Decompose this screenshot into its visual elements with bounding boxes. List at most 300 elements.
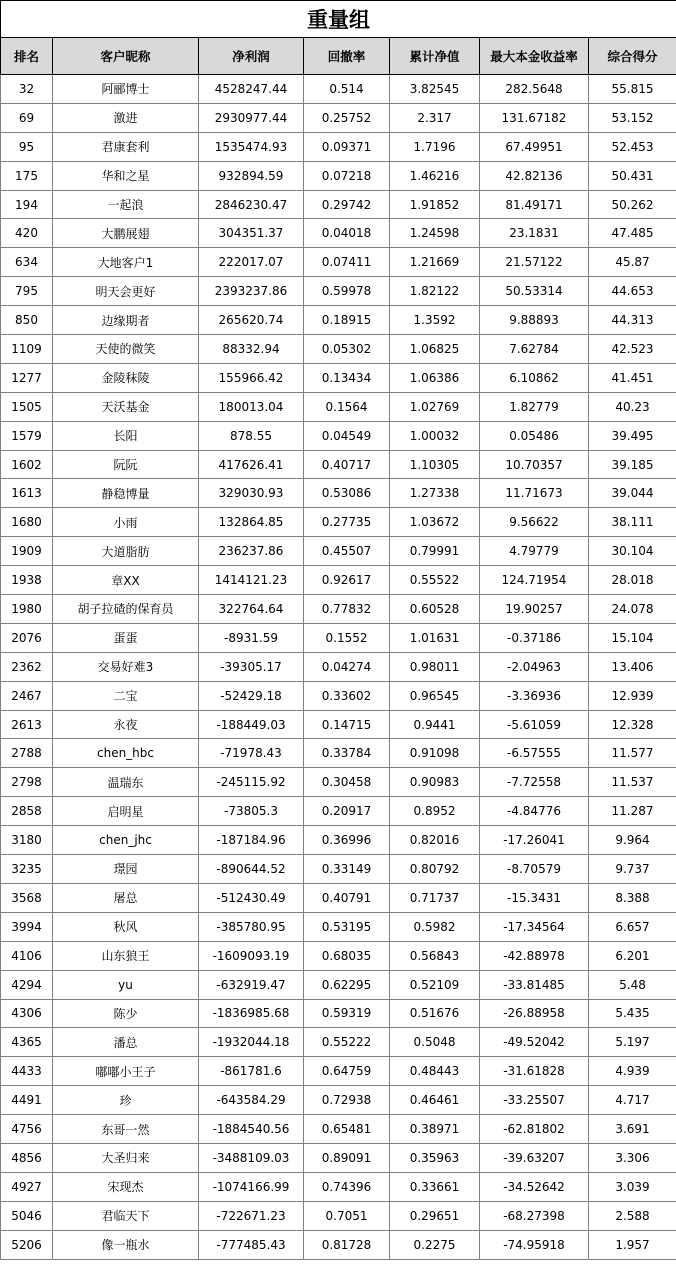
composite-score-cell: 39.185	[589, 450, 676, 479]
rank-cell: 1602	[1, 450, 53, 479]
max-principal-return-cell: -6.57555	[480, 739, 589, 768]
table-row	[1, 306, 676, 335]
nickname-cell: 阿郦博士	[53, 75, 199, 104]
drawdown-cell: 0.25752	[304, 103, 390, 132]
net-profit-cell: -1884540.56	[199, 1115, 304, 1144]
nickname-cell: 山东狼王	[53, 941, 199, 970]
composite-score-cell: 8.388	[589, 883, 676, 912]
max-principal-return-cell: 1.82779	[480, 392, 589, 421]
composite-score-cell: 2.588	[589, 1201, 676, 1230]
table-row	[1, 595, 676, 624]
table-row	[1, 1230, 676, 1259]
net-profit-cell: -890644.52	[199, 855, 304, 884]
net-profit-cell: 878.55	[199, 421, 304, 450]
rank-cell: 4856	[1, 1143, 53, 1172]
nickname-cell: 明天会更好	[53, 277, 199, 306]
drawdown-cell: 0.05302	[304, 335, 390, 364]
drawdown-cell: 0.30458	[304, 768, 390, 797]
table-row	[1, 1201, 676, 1230]
rank-cell: 2613	[1, 710, 53, 739]
cumulative-nav-cell: 1.91852	[390, 190, 480, 219]
drawdown-cell: 0.29742	[304, 190, 390, 219]
rank-cell: 5046	[1, 1201, 53, 1230]
nickname-cell: 章XX	[53, 566, 199, 595]
nickname-cell: 嘟嘟小王子	[53, 1057, 199, 1086]
rank-cell: 4433	[1, 1057, 53, 1086]
cumulative-nav-cell: 0.90983	[390, 768, 480, 797]
net-profit-cell: 329030.93	[199, 479, 304, 508]
rank-cell: 634	[1, 248, 53, 277]
max-principal-return-cell: 7.62784	[480, 335, 589, 364]
nickname-cell: 君康套利	[53, 132, 199, 161]
drawdown-cell: 0.77832	[304, 595, 390, 624]
composite-score-cell: 4.717	[589, 1086, 676, 1115]
drawdown-cell: 0.72938	[304, 1086, 390, 1115]
drawdown-cell: 0.59978	[304, 277, 390, 306]
net-profit-cell: -52429.18	[199, 681, 304, 710]
nickname-header: 客户昵称	[53, 38, 199, 75]
rank-cell: 5206	[1, 1230, 53, 1259]
drawdown-cell: 0.53195	[304, 912, 390, 941]
net-profit-cell: 322764.64	[199, 595, 304, 624]
rank-cell: 3994	[1, 912, 53, 941]
net-profit-cell: 2930977.44	[199, 103, 304, 132]
max-principal-return-cell: -31.61828	[480, 1057, 589, 1086]
composite-score-cell: 50.262	[589, 190, 676, 219]
nickname-cell: 大鹏展翅	[53, 219, 199, 248]
drawdown-header: 回撤率	[304, 38, 390, 75]
composite-score-cell: 13.406	[589, 652, 676, 681]
net-profit-cell: -1932044.18	[199, 1028, 304, 1057]
rank-cell: 420	[1, 219, 53, 248]
drawdown-cell: 0.36996	[304, 826, 390, 855]
net-profit-cell: -1836985.68	[199, 999, 304, 1028]
drawdown-cell: 0.45507	[304, 537, 390, 566]
drawdown-cell: 0.20917	[304, 797, 390, 826]
composite-score-cell: 44.653	[589, 277, 676, 306]
drawdown-cell: 0.33602	[304, 681, 390, 710]
cumulative-nav-cell: 1.02769	[390, 392, 480, 421]
cumulative-nav-cell: 0.35963	[390, 1143, 480, 1172]
drawdown-cell: 0.40717	[304, 450, 390, 479]
drawdown-cell: 0.92617	[304, 566, 390, 595]
cumulative-nav-cell: 0.96545	[390, 681, 480, 710]
net-profit-cell: -187184.96	[199, 826, 304, 855]
composite-score-cell: 5.435	[589, 999, 676, 1028]
cumulative-nav-cell: 0.51676	[390, 999, 480, 1028]
table-row	[1, 826, 676, 855]
cumulative-nav-cell: 1.7196	[390, 132, 480, 161]
rank-cell: 1613	[1, 479, 53, 508]
nickname-cell: chen_jhc	[53, 826, 199, 855]
net-profit-cell: 417626.41	[199, 450, 304, 479]
composite-score-cell: 39.495	[589, 421, 676, 450]
max-principal-return-cell: -17.26041	[480, 826, 589, 855]
cumulative-nav-cell: 1.46216	[390, 161, 480, 190]
nickname-cell: 天使的微笑	[53, 335, 199, 364]
max-principal-return-cell: -7.72558	[480, 768, 589, 797]
table-row	[1, 1172, 676, 1201]
max-principal-return-cell: 19.90257	[480, 595, 589, 624]
max-principal-return-cell: 10.70357	[480, 450, 589, 479]
rank-cell: 1909	[1, 537, 53, 566]
composite-score-cell: 12.328	[589, 710, 676, 739]
nickname-cell: chen_hbc	[53, 739, 199, 768]
table-title: 重量组	[1, 1, 676, 38]
max-principal-return-cell: -26.88958	[480, 999, 589, 1028]
max-principal-return-cell: -4.84776	[480, 797, 589, 826]
composite-score-cell: 6.657	[589, 912, 676, 941]
composite-score-cell: 28.018	[589, 566, 676, 595]
nickname-cell: 潘总	[53, 1028, 199, 1057]
net-profit-cell: 4528247.44	[199, 75, 304, 104]
nickname-cell: 秋风	[53, 912, 199, 941]
rank-cell: 3568	[1, 883, 53, 912]
cumulative-nav-cell: 1.00032	[390, 421, 480, 450]
table-row	[1, 970, 676, 999]
nickname-cell: 小雨	[53, 508, 199, 537]
composite-score-cell: 15.104	[589, 623, 676, 652]
rank-cell: 32	[1, 75, 53, 104]
table-row	[1, 739, 676, 768]
net-profit-cell: -39305.17	[199, 652, 304, 681]
max-principal-return-cell: -15.3431	[480, 883, 589, 912]
nickname-cell: 胡子拉碴的保育员	[53, 595, 199, 624]
cumulative-nav-cell: 0.91098	[390, 739, 480, 768]
max-principal-return-cell: -39.63207	[480, 1143, 589, 1172]
nickname-cell: 长阳	[53, 421, 199, 450]
net-profit-cell: 2846230.47	[199, 190, 304, 219]
rank-cell: 4106	[1, 941, 53, 970]
composite-score-cell: 3.306	[589, 1143, 676, 1172]
cumulative-nav-cell: 1.06825	[390, 335, 480, 364]
max-principal-return-cell: -3.36936	[480, 681, 589, 710]
rank-cell: 2076	[1, 623, 53, 652]
max-principal-return-cell: 81.49171	[480, 190, 589, 219]
rank-cell: 1938	[1, 566, 53, 595]
table-row	[1, 1143, 676, 1172]
cumulative-nav-cell: 0.79991	[390, 537, 480, 566]
composite-score-cell: 50.431	[589, 161, 676, 190]
cumulative-nav-cell: 0.5982	[390, 912, 480, 941]
cumulative-nav-cell: 1.3592	[390, 306, 480, 335]
net-profit-cell: 222017.07	[199, 248, 304, 277]
cumulative-nav-cell: 0.38971	[390, 1115, 480, 1144]
rank-cell: 1980	[1, 595, 53, 624]
nickname-cell: 一起浪	[53, 190, 199, 219]
rank-cell: 850	[1, 306, 53, 335]
rank-cell: 4294	[1, 970, 53, 999]
rank-cell: 4756	[1, 1115, 53, 1144]
drawdown-cell: 0.55222	[304, 1028, 390, 1057]
composite-score-cell: 11.537	[589, 768, 676, 797]
drawdown-cell: 0.89091	[304, 1143, 390, 1172]
nickname-cell: 华和之星	[53, 161, 199, 190]
nickname-cell: 陈少	[53, 999, 199, 1028]
net-profit-cell: 155966.42	[199, 363, 304, 392]
max-principal-return-cell: -2.04963	[480, 652, 589, 681]
rank-cell: 2858	[1, 797, 53, 826]
rank-cell: 1680	[1, 508, 53, 537]
net-profit-cell: 304351.37	[199, 219, 304, 248]
max-principal-return-cell: 9.88893	[480, 306, 589, 335]
table-row	[1, 623, 676, 652]
max-principal-return-cell: -17.34564	[480, 912, 589, 941]
max-principal-return-cell: -68.27398	[480, 1201, 589, 1230]
cumulative-nav-cell: 1.27338	[390, 479, 480, 508]
drawdown-cell: 0.18915	[304, 306, 390, 335]
composite-score-cell: 3.691	[589, 1115, 676, 1144]
net-profit-cell: -1609093.19	[199, 941, 304, 970]
cumulative-nav-cell: 0.2275	[390, 1230, 480, 1259]
net-profit-cell: 88332.94	[199, 335, 304, 364]
cumulative-nav-cell: 0.8952	[390, 797, 480, 826]
table-row	[1, 219, 676, 248]
table-row	[1, 941, 676, 970]
composite-score-header: 综合得分	[589, 38, 676, 75]
drawdown-cell: 0.53086	[304, 479, 390, 508]
table-row	[1, 1115, 676, 1144]
composite-score-cell: 47.485	[589, 219, 676, 248]
composite-score-cell: 52.453	[589, 132, 676, 161]
table-row	[1, 479, 676, 508]
composite-score-cell: 12.939	[589, 681, 676, 710]
composite-score-cell: 53.152	[589, 103, 676, 132]
net-profit-cell: -8931.59	[199, 623, 304, 652]
table-row	[1, 710, 676, 739]
net-profit-cell: -722671.23	[199, 1201, 304, 1230]
rank-cell: 2467	[1, 681, 53, 710]
composite-score-cell: 44.313	[589, 306, 676, 335]
max-principal-return-cell: -74.95918	[480, 1230, 589, 1259]
table-row	[1, 855, 676, 884]
cumulative-nav-cell: 0.82016	[390, 826, 480, 855]
composite-score-cell: 11.287	[589, 797, 676, 826]
net-profit-cell: 132864.85	[199, 508, 304, 537]
table-row	[1, 1086, 676, 1115]
rank-cell: 3180	[1, 826, 53, 855]
drawdown-cell: 0.74396	[304, 1172, 390, 1201]
net-profit-cell: -512430.49	[199, 883, 304, 912]
table-row	[1, 652, 676, 681]
max-principal-return-cell: 50.53314	[480, 277, 589, 306]
nickname-cell: 大地客户1	[53, 248, 199, 277]
max-principal-return-cell: -62.81802	[480, 1115, 589, 1144]
cumulative-nav-cell: 0.9441	[390, 710, 480, 739]
cumulative-nav-cell: 0.29651	[390, 1201, 480, 1230]
net-profit-cell: -71978.43	[199, 739, 304, 768]
rank-cell: 2798	[1, 768, 53, 797]
drawdown-cell: 0.33784	[304, 739, 390, 768]
rank-header: 排名	[1, 38, 53, 75]
max-principal-return-cell: 6.10862	[480, 363, 589, 392]
rank-cell: 1505	[1, 392, 53, 421]
cumulative-nav-cell: 0.55522	[390, 566, 480, 595]
drawdown-cell: 0.7051	[304, 1201, 390, 1230]
rank-cell: 4491	[1, 1086, 53, 1115]
drawdown-cell: 0.04018	[304, 219, 390, 248]
max-principal-return-cell: 131.67182	[480, 103, 589, 132]
composite-score-cell: 5.197	[589, 1028, 676, 1057]
max-principal-return-cell: -0.37186	[480, 623, 589, 652]
cumulative-nav-cell: 0.60528	[390, 595, 480, 624]
net-profit-cell: 1535474.93	[199, 132, 304, 161]
rank-cell: 795	[1, 277, 53, 306]
composite-score-cell: 3.039	[589, 1172, 676, 1201]
drawdown-cell: 0.40791	[304, 883, 390, 912]
nickname-cell: 蛋蛋	[53, 623, 199, 652]
table-row	[1, 912, 676, 941]
nickname-cell: 交易好难3	[53, 652, 199, 681]
nickname-cell: 大圣归来	[53, 1143, 199, 1172]
max-principal-return-cell: -34.52642	[480, 1172, 589, 1201]
drawdown-cell: 0.14715	[304, 710, 390, 739]
rank-cell: 175	[1, 161, 53, 190]
cumulative-nav-cell: 1.03672	[390, 508, 480, 537]
cumulative-nav-cell: 0.98011	[390, 652, 480, 681]
table-row	[1, 883, 676, 912]
table-row	[1, 999, 676, 1028]
net-profit-cell: 265620.74	[199, 306, 304, 335]
drawdown-cell: 0.07411	[304, 248, 390, 277]
nickname-cell: 东哥一然	[53, 1115, 199, 1144]
net-profit-cell: 180013.04	[199, 392, 304, 421]
cumulative-nav-cell: 0.33661	[390, 1172, 480, 1201]
cumulative-nav-cell: 0.56843	[390, 941, 480, 970]
nickname-cell: 阮阮	[53, 450, 199, 479]
max-principal-return-header: 最大本金收益率	[480, 38, 589, 75]
composite-score-cell: 6.201	[589, 941, 676, 970]
max-principal-return-cell: 4.79779	[480, 537, 589, 566]
cumulative-nav-cell: 2.317	[390, 103, 480, 132]
composite-score-cell: 45.87	[589, 248, 676, 277]
nickname-cell: 静稳博量	[53, 479, 199, 508]
net-profit-cell: 932894.59	[199, 161, 304, 190]
max-principal-return-cell: 11.71673	[480, 479, 589, 508]
table-row	[1, 363, 676, 392]
drawdown-cell: 0.65481	[304, 1115, 390, 1144]
rank-cell: 4927	[1, 1172, 53, 1201]
net-profit-cell: -385780.95	[199, 912, 304, 941]
table-row	[1, 75, 676, 104]
net-profit-cell: 236237.86	[199, 537, 304, 566]
rank-cell: 69	[1, 103, 53, 132]
table-row	[1, 132, 676, 161]
table-row	[1, 1028, 676, 1057]
rank-cell: 4365	[1, 1028, 53, 1057]
drawdown-cell: 0.07218	[304, 161, 390, 190]
net-profit-cell: 1414121.23	[199, 566, 304, 595]
drawdown-cell: 0.59319	[304, 999, 390, 1028]
composite-score-cell: 24.078	[589, 595, 676, 624]
table-row	[1, 768, 676, 797]
rank-cell: 1277	[1, 363, 53, 392]
nickname-cell: 天沃基金	[53, 392, 199, 421]
nickname-cell: 宋现杰	[53, 1172, 199, 1201]
table-row	[1, 1057, 676, 1086]
header-row	[1, 38, 676, 75]
nickname-cell: 屠总	[53, 883, 199, 912]
composite-score-cell: 38.111	[589, 508, 676, 537]
cumulative-nav-cell: 0.46461	[390, 1086, 480, 1115]
drawdown-cell: 0.13434	[304, 363, 390, 392]
net-profit-cell: -1074166.99	[199, 1172, 304, 1201]
nickname-cell: 大道脂肪	[53, 537, 199, 566]
cumulative-nav-header: 累计净值	[390, 38, 480, 75]
composite-score-cell: 1.957	[589, 1230, 676, 1259]
composite-score-cell: 4.939	[589, 1057, 676, 1086]
cumulative-nav-cell: 0.48443	[390, 1057, 480, 1086]
table-row	[1, 190, 676, 219]
drawdown-cell: 0.81728	[304, 1230, 390, 1259]
table-row	[1, 421, 676, 450]
table-row	[1, 566, 676, 595]
drawdown-cell: 0.62295	[304, 970, 390, 999]
nickname-cell: 温瑞东	[53, 768, 199, 797]
table-row	[1, 450, 676, 479]
composite-score-cell: 40.23	[589, 392, 676, 421]
net-profit-cell: -643584.29	[199, 1086, 304, 1115]
max-principal-return-cell: 67.49951	[480, 132, 589, 161]
nickname-cell: yu	[53, 970, 199, 999]
table-row	[1, 537, 676, 566]
nickname-cell: 璟园	[53, 855, 199, 884]
nickname-cell: 启明星	[53, 797, 199, 826]
cumulative-nav-cell: 1.06386	[390, 363, 480, 392]
cumulative-nav-cell: 0.80792	[390, 855, 480, 884]
drawdown-cell: 0.514	[304, 75, 390, 104]
drawdown-cell: 0.1564	[304, 392, 390, 421]
rank-cell: 95	[1, 132, 53, 161]
max-principal-return-cell: -8.70579	[480, 855, 589, 884]
drawdown-cell: 0.04549	[304, 421, 390, 450]
net-profit-cell: -188449.03	[199, 710, 304, 739]
table-row	[1, 681, 676, 710]
table-row	[1, 277, 676, 306]
composite-score-cell: 42.523	[589, 335, 676, 364]
table-row	[1, 161, 676, 190]
composite-score-cell: 55.815	[589, 75, 676, 104]
max-principal-return-cell: 23.1831	[480, 219, 589, 248]
cumulative-nav-cell: 1.24598	[390, 219, 480, 248]
max-principal-return-cell: -33.81485	[480, 970, 589, 999]
rank-cell: 2788	[1, 739, 53, 768]
net-profit-cell: -777485.43	[199, 1230, 304, 1259]
table-body	[1, 75, 676, 1260]
rank-cell: 4306	[1, 999, 53, 1028]
net-profit-cell: 2393237.86	[199, 277, 304, 306]
drawdown-cell: 0.04274	[304, 652, 390, 681]
max-principal-return-cell: 9.56622	[480, 508, 589, 537]
cumulative-nav-cell: 1.01631	[390, 623, 480, 652]
rank-cell: 194	[1, 190, 53, 219]
drawdown-cell: 0.27735	[304, 508, 390, 537]
nickname-cell: 金陵秣陵	[53, 363, 199, 392]
net-profit-cell: -3488109.03	[199, 1143, 304, 1172]
nickname-cell: 永夜	[53, 710, 199, 739]
net-profit-header: 净利润	[199, 38, 304, 75]
nickname-cell: 激进	[53, 103, 199, 132]
cumulative-nav-cell: 1.21669	[390, 248, 480, 277]
max-principal-return-cell: 42.82136	[480, 161, 589, 190]
composite-score-cell: 5.48	[589, 970, 676, 999]
drawdown-cell: 0.64759	[304, 1057, 390, 1086]
net-profit-cell: -861781.6	[199, 1057, 304, 1086]
rank-cell: 2362	[1, 652, 53, 681]
table-row	[1, 508, 676, 537]
max-principal-return-cell: -33.25507	[480, 1086, 589, 1115]
drawdown-cell: 0.09371	[304, 132, 390, 161]
